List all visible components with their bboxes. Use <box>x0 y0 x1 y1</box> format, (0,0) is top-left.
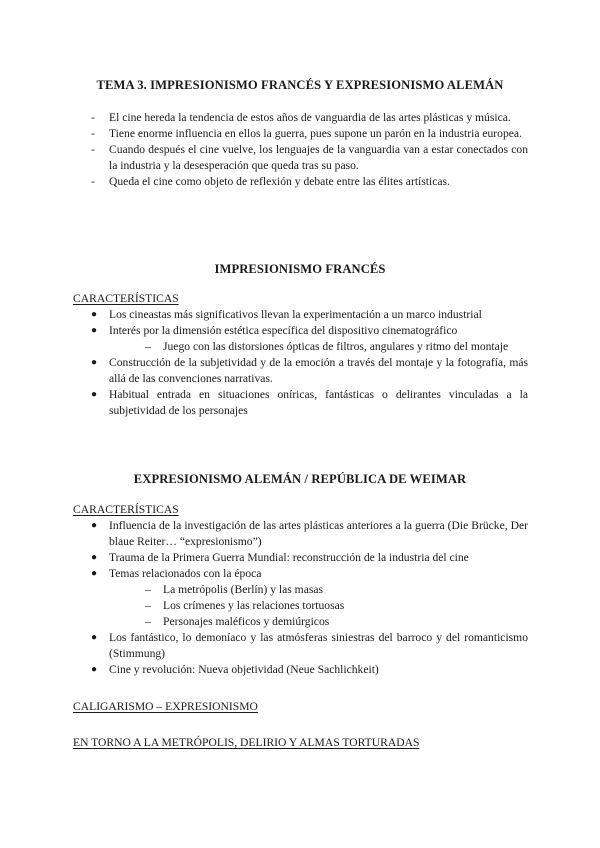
bullet-icon: ● <box>91 357 98 368</box>
subheading-caracteristicas: CARACTERÍSTICAS <box>73 503 179 516</box>
list-item <box>91 323 528 355</box>
list-item-text: Habitual entrada en situaciones oníricas, fantásticas o delirantes vinculadas a la subjetividad de los personajes <box>109 388 528 417</box>
bullet-icon: ● <box>91 552 98 563</box>
dash-marker: – <box>145 615 151 628</box>
sub-list <box>109 582 528 630</box>
list-item <box>91 630 528 662</box>
bullet-icon: ● <box>91 520 98 531</box>
dash-marker: – <box>145 340 151 353</box>
sub-list-item-text: Los crímenes y las relaciones tortuosas <box>163 599 345 612</box>
list-item <box>91 662 528 678</box>
sub-list <box>109 339 528 355</box>
list-item <box>91 142 528 174</box>
subheading-caracteristicas: CARACTERÍSTICAS <box>73 292 179 305</box>
dash-marker: – <box>145 599 151 612</box>
list-item <box>91 126 528 142</box>
bullet-icon: ● <box>91 664 98 675</box>
list-item-text: Influencia de la investigación de las artes plásticas anteriores a la guerra (Die Brücke, Der blaue Reiter… “expresionismo”) <box>109 519 528 548</box>
bullet-icon: ● <box>91 309 98 320</box>
list-item <box>91 518 528 550</box>
dash-marker: - <box>91 111 95 124</box>
list-item <box>91 566 528 630</box>
sub-list-item-text: La metrópolis (Berlín) y las masas <box>163 583 324 596</box>
impresionismo-list <box>91 307 528 419</box>
list-item <box>91 355 528 387</box>
bullet-icon: ● <box>91 568 98 579</box>
main-title: TEMA 3. IMPRESIONISMO FRANCÉS Y EXPRESIONISMO ALEMÁN <box>96 78 504 92</box>
bullet-icon: ● <box>91 325 98 336</box>
list-item-text: Los cineastas más significativos llevan la experimentación a un marco industrial <box>109 308 482 321</box>
list-item-text: Temas relacionados con la época <box>109 567 262 580</box>
bullet-icon: ● <box>91 632 98 643</box>
section-title-impresionismo: IMPRESIONISMO FRANCÉS <box>214 262 386 276</box>
list-item-text: Tiene enorme influencia en ellos la guerra, pues supone un parón en la industria europea. <box>109 127 522 140</box>
list-item <box>91 307 528 323</box>
list-item-text: Cine y revolución: Nueva objetividad (Neue Sachlichkeit) <box>109 663 379 676</box>
dash-marker: - <box>91 143 95 156</box>
list-item-text: Trauma de la Primera Guerra Mundial: reconstrucción de la industria del cine <box>109 551 469 564</box>
sub-list-item-text: Personajes maléficos y demiúrgicos <box>163 615 330 628</box>
bullet-icon: ● <box>91 389 98 400</box>
sub-list-item <box>129 339 528 355</box>
list-item <box>91 174 528 190</box>
list-item-text: Interés por la dimensión estética específica del dispositivo cinematográfico <box>109 324 458 337</box>
list-item <box>91 387 528 419</box>
heading-metropolis: EN TORNO A LA METRÓPOLIS, DELIRIO Y ALMAS TORTURADAS <box>73 736 420 749</box>
sub-list-item <box>129 614 528 630</box>
list-item-text: Los fantástico, lo demoníaco y las atmósferas siniestras del barroco y del romanticismo (Stimmung) <box>109 631 528 660</box>
expresionismo-list <box>91 518 528 678</box>
list-item <box>91 110 528 126</box>
intro-list <box>91 110 528 190</box>
heading-caligarismo: CALIGARISMO – EXPRESIONISMO <box>73 700 258 713</box>
sub-list-item-text: Juego con las distorsiones ópticas de filtros, angulares y ritmo del montaje <box>163 340 509 353</box>
dash-marker: – <box>145 583 151 596</box>
sub-list-item <box>129 598 528 614</box>
section-title-expresionismo: EXPRESIONISMO ALEMÁN / REPÚBLICA DE WEIMAR <box>133 472 467 486</box>
list-item <box>91 550 528 566</box>
dash-marker: - <box>91 127 95 140</box>
dash-marker: - <box>91 175 95 188</box>
list-item-text: Queda el cine como objeto de reflexión y debate entre las élites artísticas. <box>109 175 450 188</box>
list-item-text: Cuando después el cine vuelve, los lenguajes de la vanguardia van a estar conectados con la industria y la desesperación que queda tras su paso. <box>109 143 528 172</box>
list-item-text: Construcción de la subjetividad y de la emoción a través del montaje y la fotografía, más allá de las convenciones narrativas. <box>109 356 528 385</box>
list-item-text: El cine hereda la tendencia de estos años de vanguardia de las artes plásticas y música. <box>109 111 511 124</box>
sub-list-item <box>129 582 528 598</box>
